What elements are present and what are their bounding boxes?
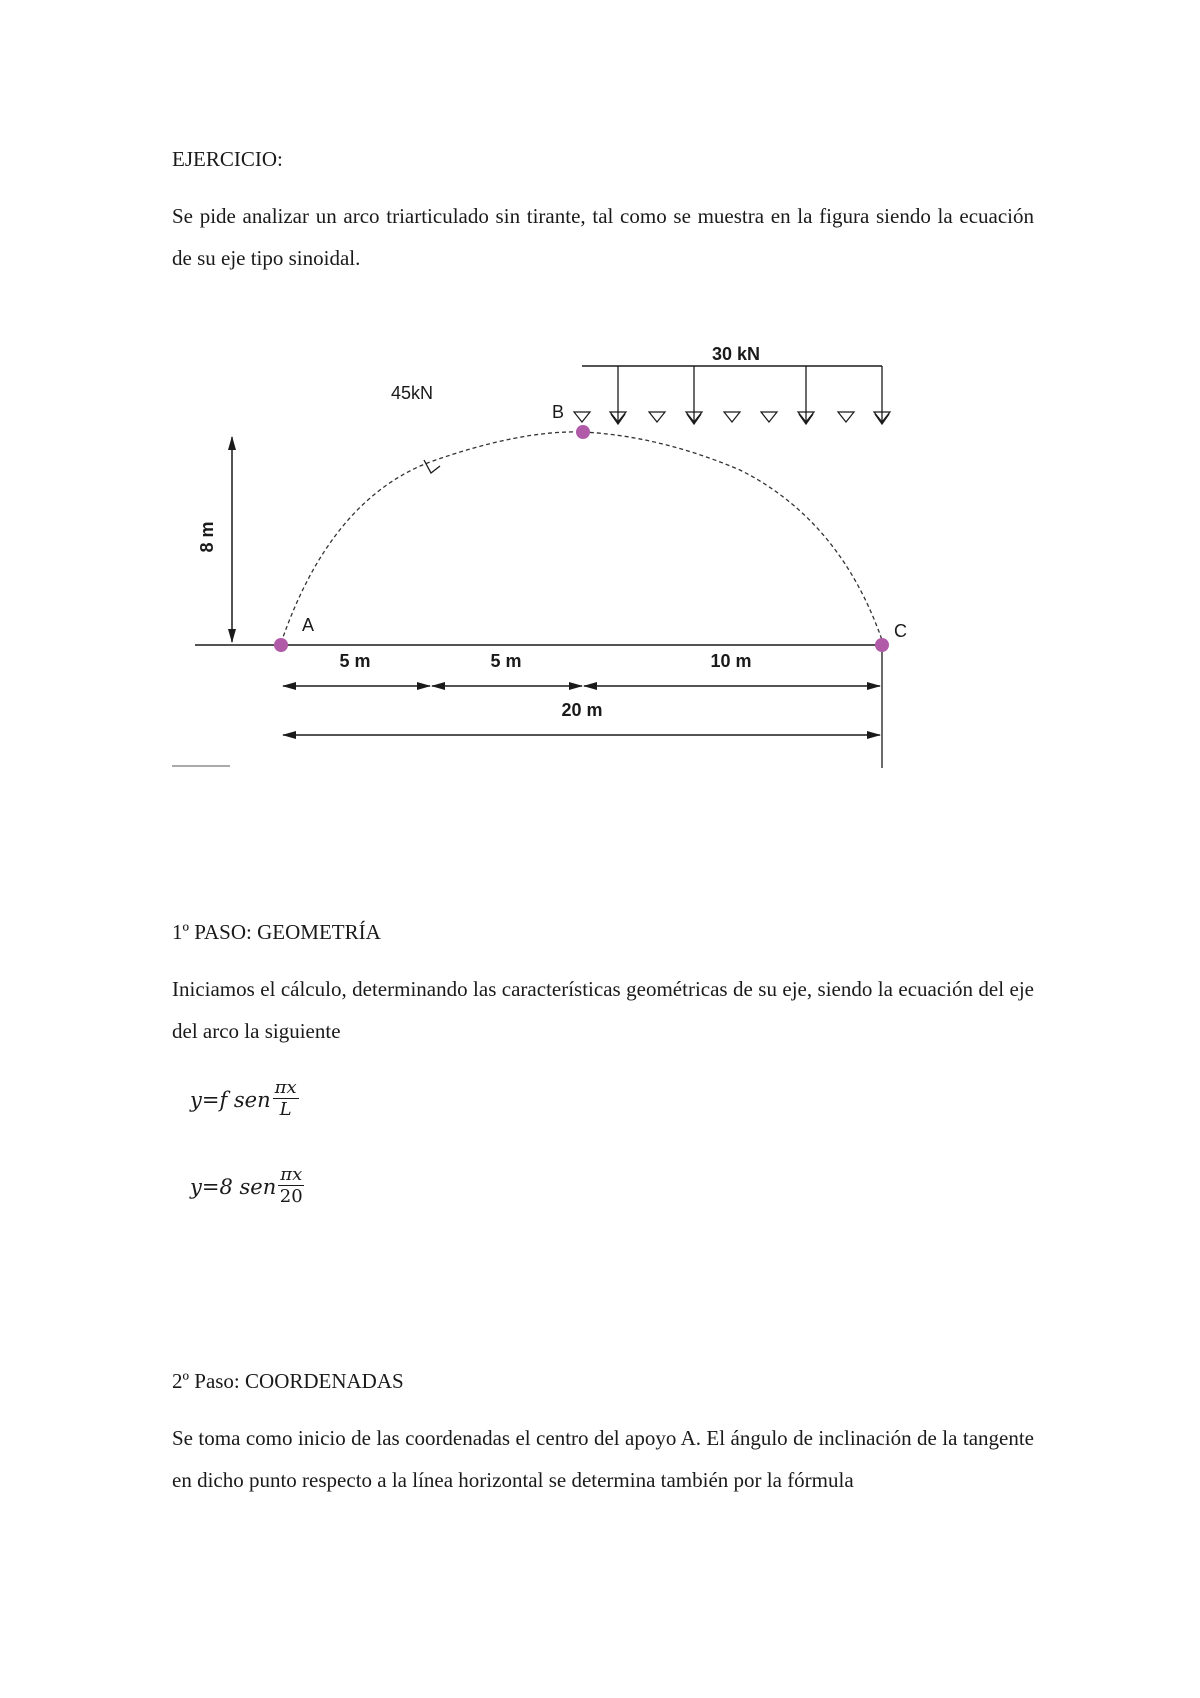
equation-general-denominator: L [279, 1099, 292, 1120]
point-c-label: C [894, 621, 907, 641]
exercise-title: EJERCICIO: [172, 147, 283, 171]
point-a-label: A [302, 615, 315, 635]
arch-axis-curve [281, 432, 882, 643]
load-arrows [611, 366, 889, 424]
step1-heading: 1º PASO: GEOMETRÍA [172, 920, 381, 944]
span-1-label: 5 m [339, 651, 371, 671]
step2-heading: 2º Paso: COORDENADAS [172, 1369, 404, 1393]
hinge-b [576, 425, 590, 439]
hinge-a [274, 638, 288, 652]
step2-text: Se toma como inicio de las coordenadas el centro del apoyo A. El ángulo de inclinación de la tangente en dicho punto respecto a la línea horizontal se determina también por la fórmula [172, 1426, 1034, 1492]
span-2-label: 5 m [490, 651, 522, 671]
load-triangles [574, 412, 890, 422]
exercise-statement: Se pide analizar un arco triarticulado sin tirante, tal como se muestra en la figura siendo la ecuación de su eje tipo sinoidal. [172, 204, 1034, 270]
hinge-c [875, 638, 889, 652]
equation-specific-lhs: y=8 sen [190, 1174, 277, 1199]
point-load-label: 45kN [390, 383, 434, 403]
equation-general-numerator: πx [274, 1077, 297, 1098]
distributed-load-label: 30 kN [711, 344, 761, 364]
arch-figure [0, 0, 1200, 790]
span-total-label: 20 m [561, 700, 603, 720]
equation-specific-numerator: πx [280, 1164, 303, 1185]
equation-specific-denominator: 20 [279, 1186, 303, 1207]
height-label: 8 m [197, 521, 217, 553]
step1-text: Iniciamos el cálculo, determinando las características geométricas de su eje, siendo la ecuación del eje del arco la siguiente [172, 977, 1034, 1043]
equation-specific [190, 1165, 304, 1208]
equation-general-lhs: y=f sen [190, 1087, 271, 1112]
point-load-tick [424, 460, 440, 473]
span-3-label: 10 m [710, 651, 752, 671]
point-b-label: B [552, 402, 565, 422]
equation-general [190, 1078, 299, 1121]
